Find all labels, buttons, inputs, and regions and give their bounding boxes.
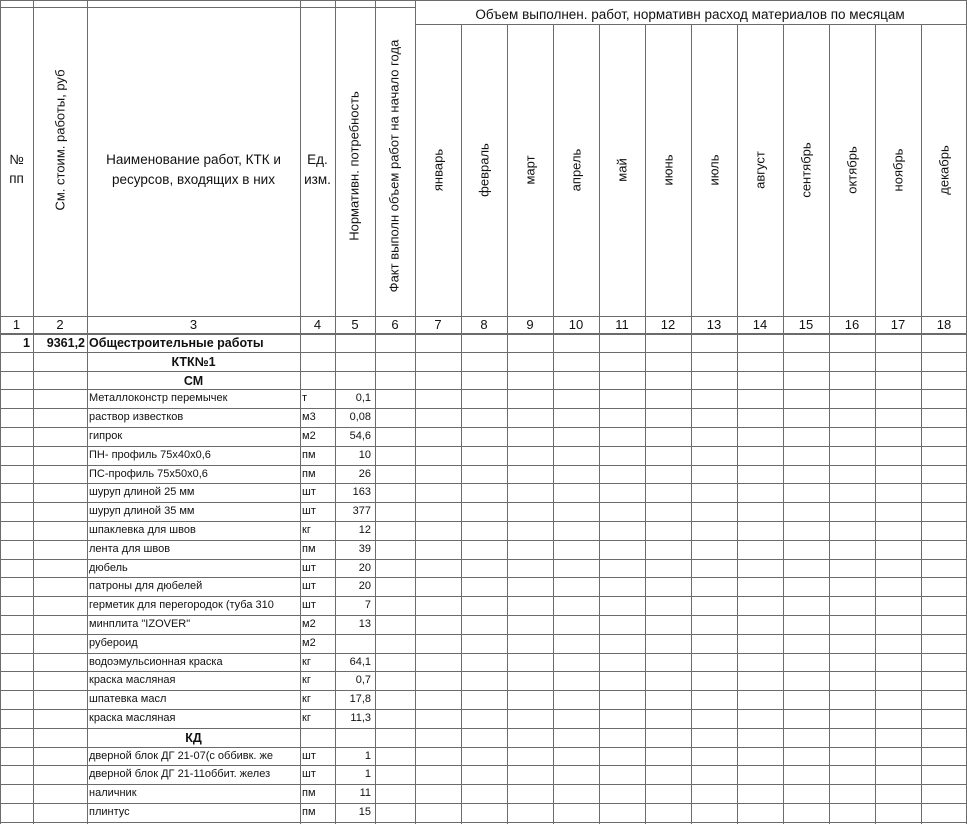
- grid-hline: [415, 24, 967, 25]
- row-name: Металлоконстр перемычек: [89, 392, 228, 405]
- grid-hline: [0, 634, 967, 635]
- row-qty: 0,1: [355, 392, 371, 405]
- column-number: 15: [798, 317, 814, 332]
- grid-vline: [33, 0, 34, 824]
- column-number: 5: [351, 317, 359, 332]
- row-unit: шт: [302, 486, 316, 499]
- row-qty: 7: [364, 599, 371, 612]
- row-cost: 9361,2: [46, 336, 85, 350]
- column-number: 14: [752, 317, 768, 332]
- row-name: раствор известков: [89, 411, 184, 424]
- grid-hline: [0, 690, 967, 691]
- grid-hline: [0, 427, 967, 428]
- month-header-12: декабрь: [936, 145, 952, 195]
- column-number: 12: [660, 317, 676, 332]
- row-unit: кг: [302, 655, 311, 668]
- row-qty: 10: [358, 448, 371, 461]
- row-unit: пм: [302, 467, 316, 480]
- grid-hline: [0, 7, 415, 8]
- row-qty: 163: [352, 486, 371, 499]
- header-monthly-volume: Объем выполнен. работ, нормативн расход материалов по месяцам: [475, 7, 905, 22]
- row-qty: 13: [358, 618, 371, 630]
- header-estimated-cost: См. стоим. работы, руб: [52, 69, 68, 211]
- grid-hline: [0, 352, 967, 353]
- row-unit: пм: [302, 448, 316, 461]
- grid-hline: [0, 822, 967, 823]
- row-qty: 26: [358, 467, 371, 480]
- grid-vline: [415, 0, 416, 824]
- header-normative-need: Нормативн. потребность: [346, 91, 362, 241]
- column-number: 6: [391, 317, 399, 332]
- row-name: краска масляная: [89, 674, 176, 687]
- row-unit: кг: [302, 674, 311, 687]
- row-name: шпатевка масл: [89, 693, 167, 706]
- row-qty: 12: [358, 524, 371, 536]
- grid-vline: [553, 24, 554, 824]
- row-unit: кг: [302, 524, 311, 536]
- row-unit: шт: [302, 768, 316, 781]
- column-number: 2: [56, 317, 64, 332]
- grid-vline: [829, 24, 830, 824]
- grid-vline: [645, 24, 646, 824]
- column-number: 7: [434, 317, 442, 332]
- row-name: дюбель: [89, 561, 128, 574]
- month-header-5: май: [614, 158, 630, 182]
- grid-vline: [375, 0, 376, 824]
- grid-hline: [0, 728, 967, 729]
- grid-hline: [0, 446, 967, 447]
- grid-hline: [0, 784, 967, 785]
- grid-vline: [461, 24, 462, 824]
- grid-vline: [300, 0, 301, 824]
- row-number: 1: [23, 336, 30, 350]
- row-unit: м2: [302, 618, 316, 630]
- grid-hline: [0, 803, 967, 804]
- column-number: 11: [615, 317, 629, 332]
- row-qty: 1: [364, 768, 371, 781]
- row-unit: м2: [302, 636, 316, 649]
- month-header-1: январь: [430, 148, 446, 192]
- row-unit: шт: [302, 749, 316, 762]
- row-name: КТК№1: [171, 354, 216, 369]
- row-name: шпаклевка для швов: [89, 524, 196, 536]
- row-unit: м2: [302, 430, 316, 442]
- grid-hline: [0, 0, 967, 1]
- header-row-number: № пп: [9, 152, 24, 186]
- row-name: наличник: [89, 787, 137, 800]
- row-name: плинтус: [89, 806, 130, 818]
- grid-vline: [507, 24, 508, 824]
- column-number: 10: [568, 317, 584, 332]
- row-unit: т: [302, 392, 308, 405]
- row-qty: 11,3: [350, 712, 371, 724]
- row-unit: м3: [302, 411, 316, 424]
- month-header-9: сентябрь: [798, 142, 814, 198]
- row-name: шуруп длиной 25 мм: [89, 486, 195, 499]
- column-number: 9: [526, 317, 534, 332]
- row-qty: 39: [358, 542, 371, 555]
- row-unit: кг: [302, 712, 311, 724]
- month-header-8: август: [752, 151, 768, 189]
- row-name: дверной блок ДГ 21-07(с оббивк. же: [89, 749, 274, 762]
- row-unit: кг: [302, 693, 311, 706]
- grid-vline: [599, 24, 600, 824]
- grid-hline: [0, 671, 967, 672]
- row-qty: 64,1: [349, 655, 371, 668]
- row-name: гипрок: [89, 430, 123, 442]
- row-name: СМ: [183, 373, 204, 388]
- grid-hline: [0, 765, 967, 766]
- row-name: Общестроительные работы: [89, 336, 264, 350]
- row-qty: 377: [352, 505, 371, 518]
- grid-hline: [0, 540, 967, 541]
- month-header-10: октябрь: [844, 146, 860, 194]
- month-header-6: июнь: [660, 154, 676, 186]
- grid-hline: [0, 483, 967, 484]
- grid-hline: [0, 747, 967, 748]
- month-header-3: март: [522, 155, 538, 185]
- grid-hline: [0, 408, 967, 409]
- grid-vline: [783, 24, 784, 824]
- row-name: краска масляная: [89, 712, 176, 724]
- column-number: 8: [480, 317, 488, 332]
- column-number: 3: [189, 317, 198, 332]
- grid-hline: [0, 389, 967, 390]
- grid-hline: [0, 709, 967, 710]
- header-work-name: Наименование работ, КТК и ресурсов, входящих в них: [106, 152, 281, 187]
- grid-vline: [691, 24, 692, 824]
- row-name: ПС-профиль 75х50х0,6: [89, 467, 208, 480]
- column-number: 1: [12, 317, 21, 332]
- row-name: ПН- профиль 75х40х0,6: [89, 448, 211, 461]
- row-qty: 15: [358, 806, 371, 818]
- grid-hline: [0, 465, 967, 466]
- row-qty: 20: [358, 580, 371, 593]
- header-fact-start-year: Факт выполн объем работ на начало года: [386, 39, 402, 293]
- row-unit: шт: [302, 599, 316, 612]
- column-number: 13: [706, 317, 722, 332]
- grid-hline: [0, 371, 967, 372]
- row-name: герметик для перегородок (туба 310: [89, 599, 274, 612]
- row-unit: пм: [302, 806, 316, 818]
- row-qty: 0,08: [349, 411, 371, 424]
- column-number: 18: [936, 317, 952, 332]
- grid-hline: [0, 502, 967, 503]
- grid-vline: [0, 0, 1, 824]
- grid-hline: [0, 653, 967, 654]
- column-number: 16: [844, 317, 860, 332]
- month-header-2: февраль: [476, 143, 492, 197]
- grid-vline: [875, 24, 876, 824]
- row-qty: 11: [359, 787, 371, 800]
- month-header-11: ноябрь: [890, 148, 906, 192]
- month-header-7: июль: [706, 154, 722, 186]
- grid-vline: [921, 24, 922, 824]
- row-unit: пм: [302, 787, 316, 800]
- row-unit: шт: [302, 505, 316, 518]
- grid-vline: [87, 0, 88, 824]
- row-name: шуруп длиной 35 мм: [89, 505, 195, 518]
- row-unit: шт: [302, 580, 316, 593]
- row-qty: 0,7: [355, 674, 371, 687]
- row-name: КД: [185, 730, 202, 745]
- column-number: 17: [890, 317, 906, 332]
- row-unit: шт: [302, 561, 316, 574]
- row-qty: 54,6: [349, 430, 371, 442]
- row-qty: 20: [358, 561, 371, 574]
- month-header-4: апрель: [568, 148, 584, 192]
- row-name: водоэмульсионная краска: [89, 655, 223, 668]
- column-number: 4: [313, 317, 322, 332]
- row-unit: пм: [302, 542, 316, 555]
- row-name: лента для швов: [89, 542, 171, 555]
- grid-hline: [0, 333, 967, 335]
- grid-hline: [0, 596, 967, 597]
- grid-vline: [335, 0, 336, 824]
- row-qty: 1: [364, 749, 371, 762]
- grid-hline: [0, 615, 967, 616]
- row-name: рубероид: [89, 636, 138, 649]
- grid-vline: [737, 24, 738, 824]
- row-name: минплита "IZOVER": [89, 618, 191, 630]
- row-qty: 17,8: [349, 693, 371, 706]
- grid-hline: [0, 559, 967, 560]
- grid-hline: [0, 577, 967, 578]
- row-name: дверной блок ДГ 21-11оббит. желез: [89, 768, 271, 781]
- header-unit: Ед. изм.: [304, 152, 331, 187]
- grid-hline: [0, 521, 967, 522]
- row-name: патроны для дюбелей: [89, 580, 203, 593]
